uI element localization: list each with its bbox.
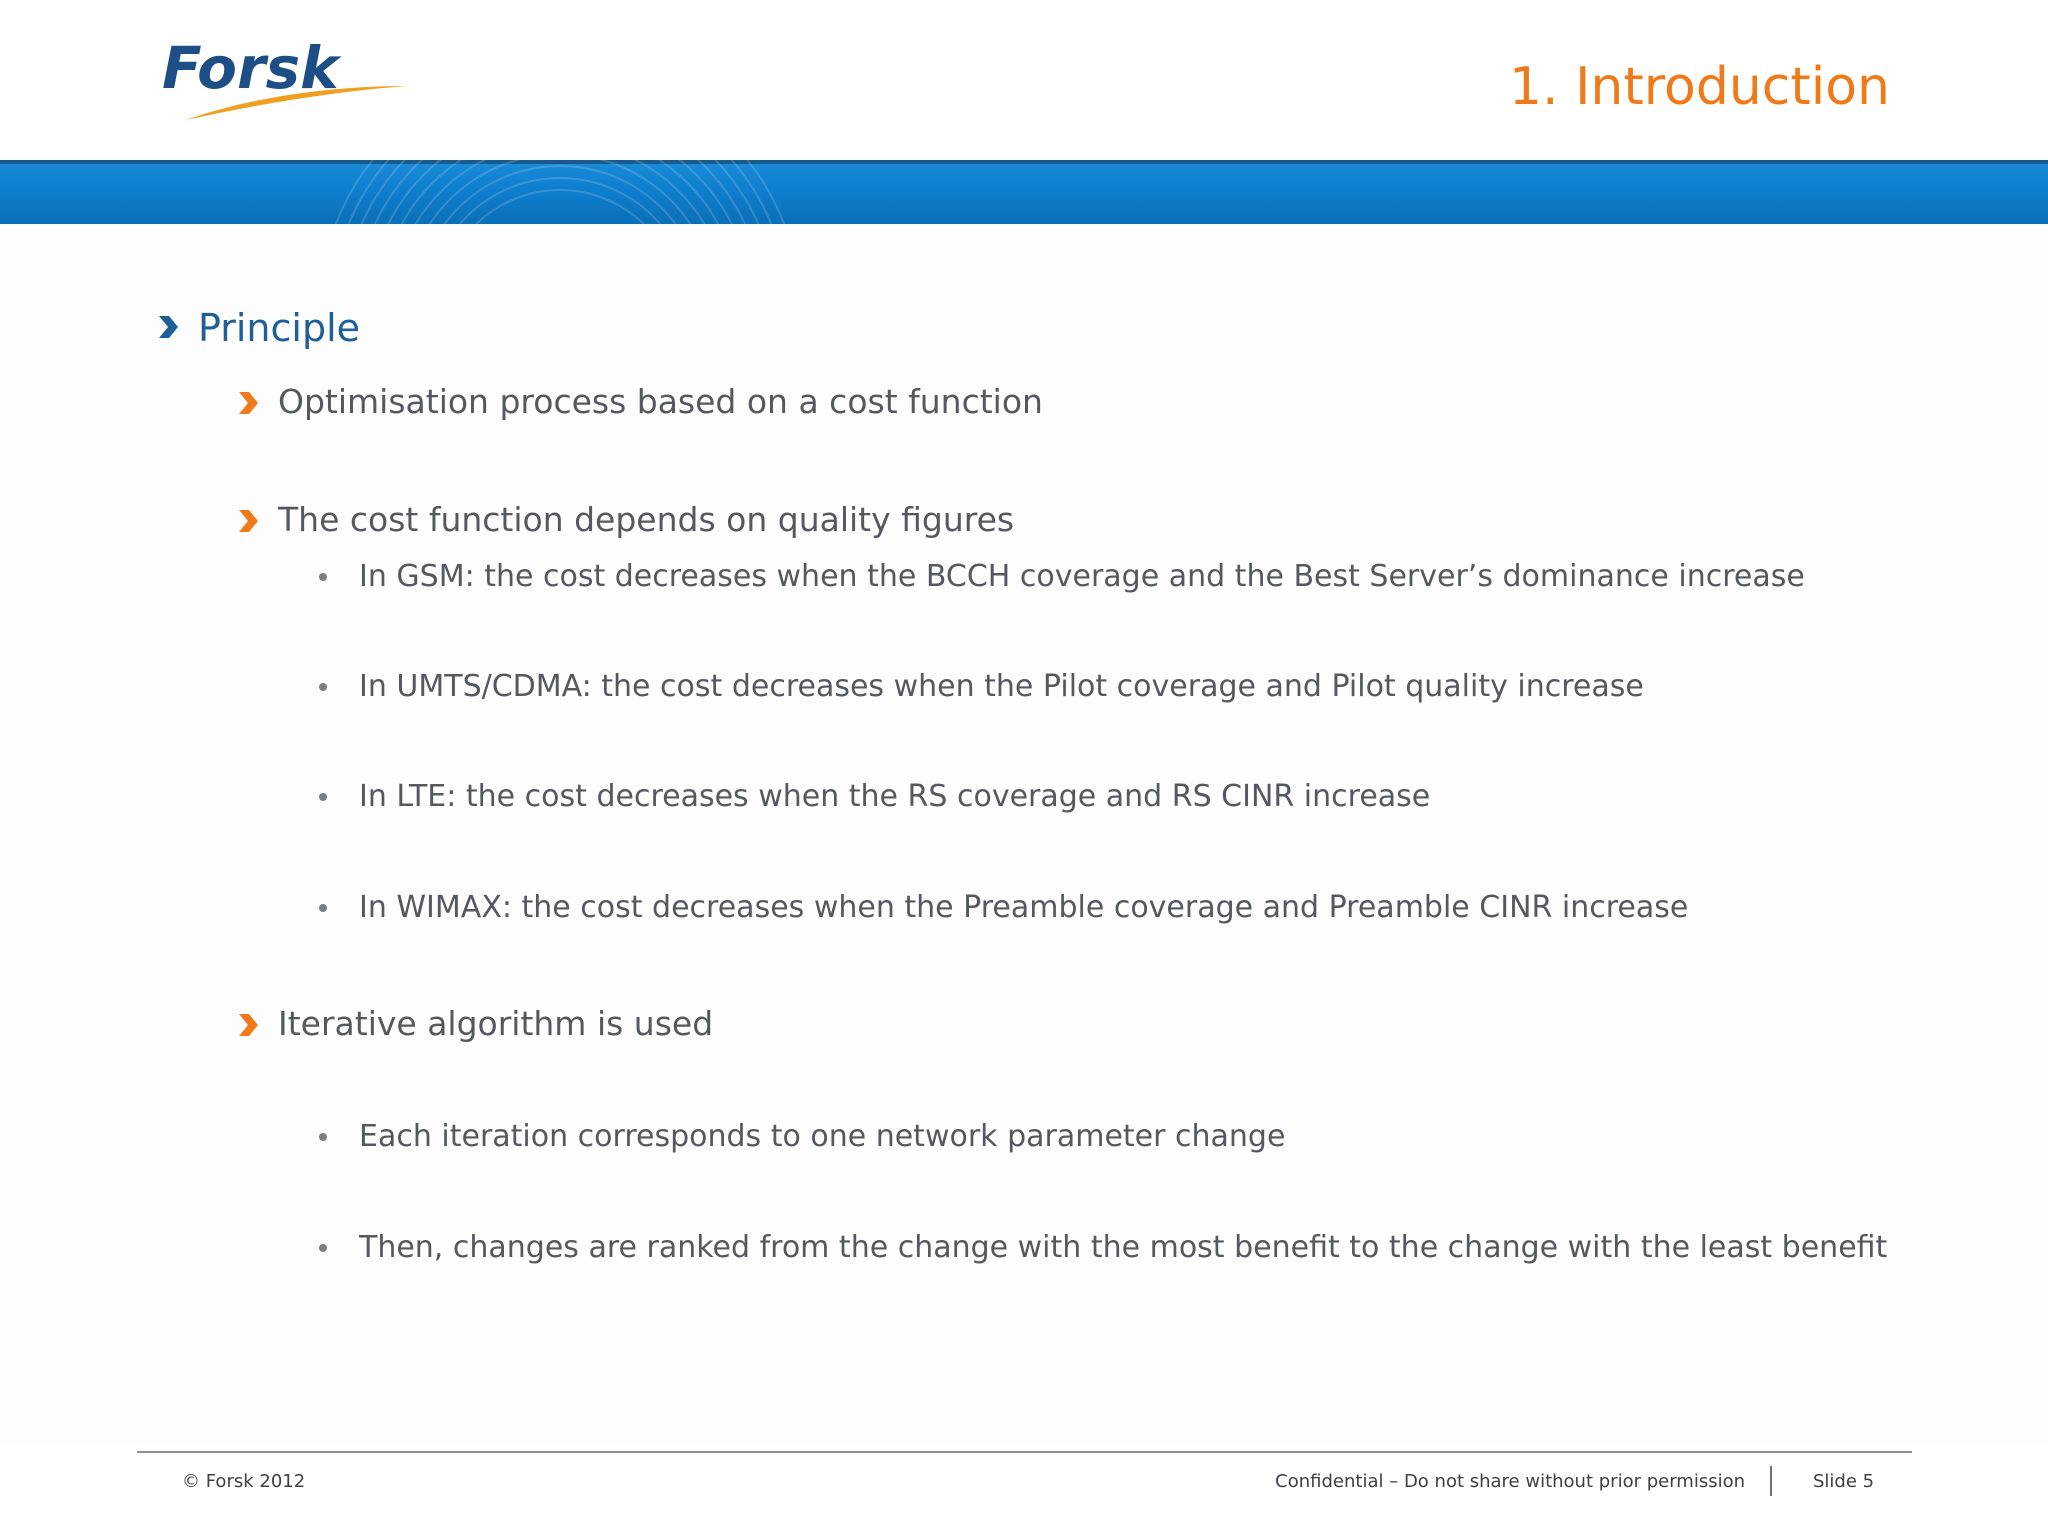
slide-header — [0, 0, 2048, 160]
chevron-right-icon — [236, 508, 260, 534]
footer-confidential: Confidential – Do not share without prior permission — [1275, 1471, 1745, 1492]
sub-bullet-item: In GSM: the cost decreases when the BCCH coverage and the Best Server’s dominance increase — [359, 559, 1805, 594]
sub-bullet-item: In LTE: the cost decreases when the RS coverage and RS CINR increase — [359, 779, 1431, 814]
section-heading: Principle — [198, 306, 361, 350]
bullet-dot — [319, 904, 327, 912]
chevron-right-icon — [236, 390, 260, 416]
forsk-logo — [158, 42, 408, 130]
chevron-right-icon — [156, 314, 180, 340]
footer-slide-number: Slide 5 — [1813, 1471, 1875, 1492]
banner-wave-pattern — [240, 160, 940, 224]
bullet-item: Optimisation process based on a cost function — [278, 382, 1043, 421]
svg-text:Forsk: Forsk — [162, 42, 339, 102]
footer-copyright: © Forsk 2012 — [182, 1471, 306, 1492]
sub-bullet-item: Then, changes are ranked from the change with the most benefit to the change with the least benefit — [359, 1230, 1888, 1265]
chevron-right-icon — [236, 1012, 260, 1038]
bullet-dot — [319, 573, 327, 581]
slide-title: 1. Introduction — [1508, 57, 1890, 117]
footer-separator — [1770, 1466, 1772, 1496]
bullet-item: Iterative algorithm is used — [278, 1004, 714, 1043]
bullet-item: The cost function depends on quality figures — [278, 500, 1015, 539]
bullet-dot — [319, 683, 327, 691]
sub-bullet-item: Each iteration corresponds to one network parameter change — [359, 1119, 1286, 1154]
bullet-dot — [319, 1244, 327, 1252]
bullet-dot — [319, 793, 327, 801]
sub-bullet-item: In UMTS/CDMA: the cost decreases when the Pilot coverage and Pilot quality increase — [359, 669, 1644, 704]
sub-bullet-item: In WIMAX: the cost decreases when the Preamble coverage and Preamble CINR increase — [359, 890, 1689, 925]
bullet-dot — [319, 1133, 327, 1141]
header-banner — [0, 160, 2048, 224]
footer-divider — [137, 1451, 1912, 1453]
